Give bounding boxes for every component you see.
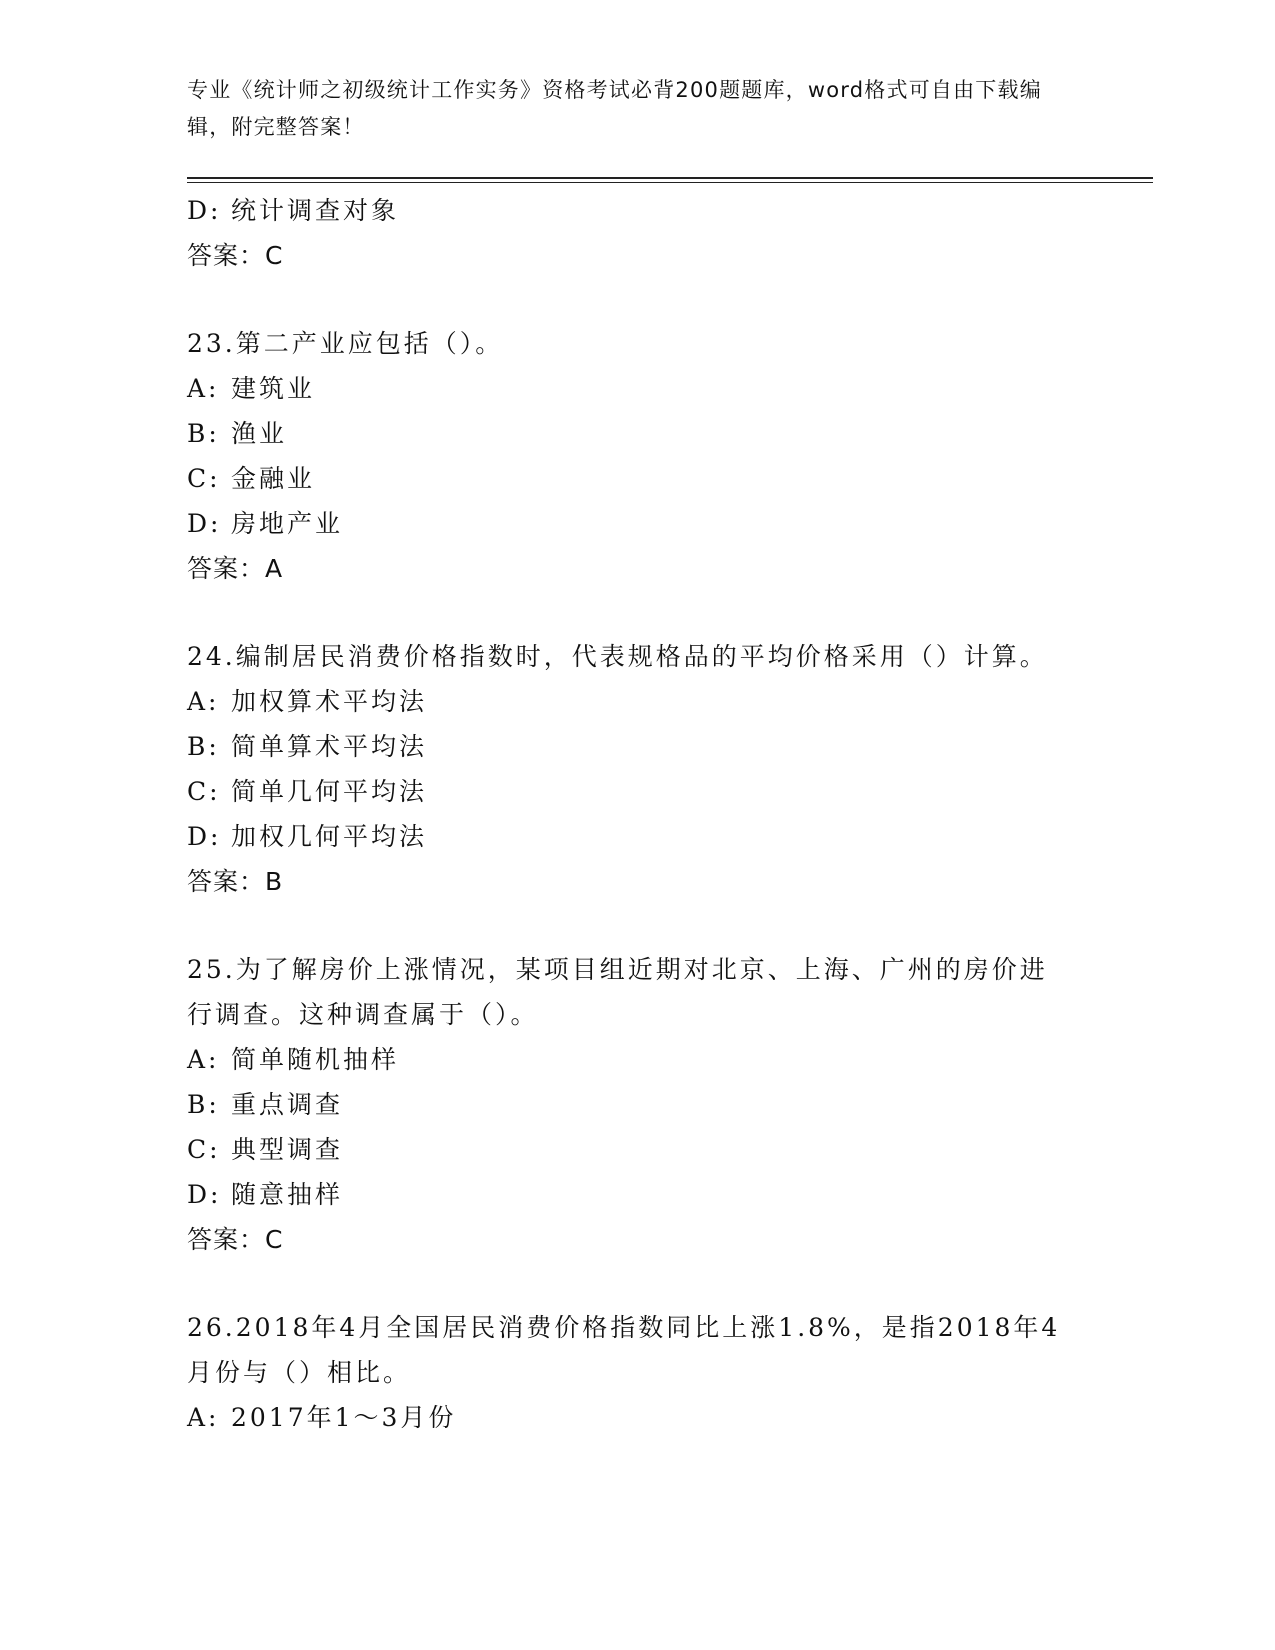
option-text: 简单几何平均法 (231, 777, 428, 806)
option-label: A: (187, 1045, 220, 1074)
option-item (187, 1395, 1087, 1440)
question-block (187, 947, 1087, 1037)
question-text-continued: 月份与（）相比。 (187, 1358, 412, 1387)
question-block (187, 634, 1087, 679)
answer-line: 答案：C (187, 241, 284, 270)
option-text: 简单随机抽样 (231, 1045, 400, 1074)
option-item (187, 769, 1087, 814)
option-item (187, 679, 1087, 724)
option-item (187, 501, 1087, 546)
option-item (187, 814, 1087, 859)
option-item (187, 411, 1087, 456)
option-label: D: (187, 509, 222, 538)
option-text: 加权几何平均法 (231, 822, 428, 851)
option-label: A: (187, 687, 220, 716)
option-label: B: (187, 732, 220, 761)
option-text: 房地产业 (231, 509, 344, 538)
option-item (187, 1172, 1087, 1217)
option-label: D: (187, 822, 222, 851)
option-item (187, 1127, 1087, 1172)
option-text: 金融业 (231, 464, 316, 493)
option-label: A: (187, 1403, 220, 1432)
option-label: C: (187, 464, 221, 493)
question-text: 26.2018年4月全国居民消费价格指数同比上涨1.8%，是指2018年4 (187, 1313, 1061, 1342)
question-block (187, 1305, 1087, 1395)
header-divider-thick (187, 177, 1153, 179)
option-item (187, 724, 1087, 769)
option-text: 建筑业 (231, 374, 316, 403)
option-text: 加权算术平均法 (231, 687, 428, 716)
option-item (187, 1037, 1087, 1082)
question-block (187, 321, 1087, 366)
document-header: 专业《统计师之初级统计工作实务》资格考试必背200题题库，word格式可自由下载编辑，附完整答案！ (187, 78, 1042, 139)
question-text-continued: 行调查。这种调查属于（）。 (187, 1000, 539, 1029)
option-item (187, 456, 1087, 501)
question-text: 23.第二产业应包括（）。 (187, 329, 504, 358)
option-label: C: (187, 1135, 221, 1164)
option-label: D: (187, 196, 222, 225)
option-item (187, 366, 1087, 411)
question-content (187, 188, 1087, 1440)
option-text: 简单算术平均法 (231, 732, 428, 761)
header-divider-thin (187, 182, 1153, 183)
option-text: 随意抽样 (231, 1180, 344, 1209)
option-item (187, 1082, 1087, 1127)
answer-line: 答案：A (187, 554, 284, 583)
question-text: 24.编制居民消费价格指数时，代表规格品的平均价格采用（）计算。 (187, 642, 1048, 671)
option-text: 渔业 (231, 419, 288, 448)
answer-line: 答案：B (187, 867, 284, 896)
option-label: A: (187, 374, 220, 403)
option-text: 典型调查 (231, 1135, 344, 1164)
option-text: 重点调查 (231, 1090, 344, 1119)
option-label: D: (187, 1180, 222, 1209)
option-text: 2017年1～3月份 (231, 1403, 457, 1432)
question-text: 25.为了解房价上涨情况，某项目组近期对北京、上海、广州的房价进 (187, 955, 1048, 984)
answer-line: 答案：C (187, 1225, 284, 1254)
option-text: 统计调查对象 (231, 196, 400, 225)
option-item (187, 188, 1087, 233)
option-label: B: (187, 419, 220, 448)
option-label: C: (187, 777, 221, 806)
option-label: B: (187, 1090, 220, 1119)
